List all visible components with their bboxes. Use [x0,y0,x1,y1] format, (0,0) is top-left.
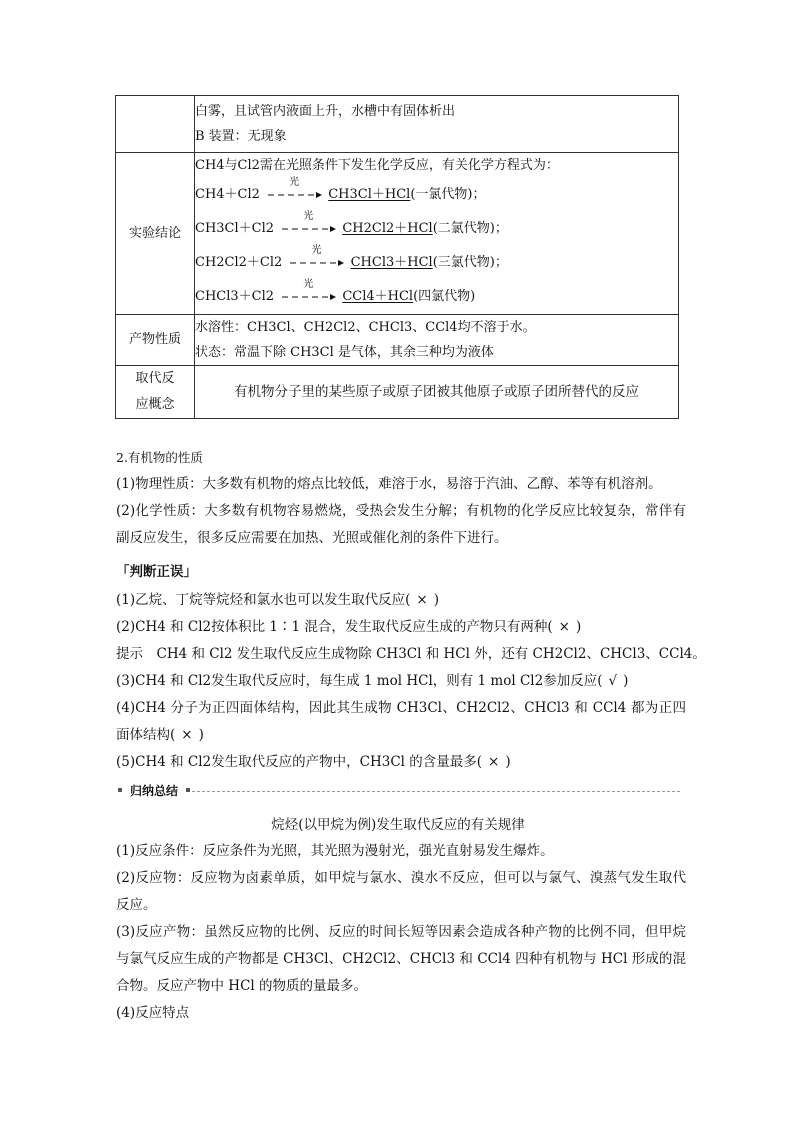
judge-item-text: (5)CH4 和 Cl2发生取代反应的产物中，CH3Cl 的含量最多( [116,754,483,770]
judge-item-text: (2)CH4 和 Cl2按体积比 1∶1 混合，发生取代反应生成的产物只有两种( [116,619,553,635]
judge-hint: 提示 CH4 和 Cl2 发生取代反应生成物除 CH3Cl 和 HCl 外，还有 CH2Cl2、CHCl3、CCl4。 [116,646,706,662]
judge-item-3 [116,668,686,695]
observation-cell [195,96,679,153]
conclusion-cell [195,153,679,315]
judge-mark: √ [608,673,618,689]
condition-label: 光 [289,176,300,188]
observation-line-2: B 装置：无现象 [195,129,287,144]
solubility-line: 水溶性：CH3Cl、CH2Cl2、CHCl3、CCl4均不溶于水。 [195,320,536,335]
reaction-arrow-icon [288,244,344,270]
judge-close: ) [433,592,439,608]
summary-item-1: (1)反应条件：反应条件为光照，其光照为漫射光，强光直射易发生爆炸。 [116,843,554,859]
table-row [116,315,679,366]
equation-2 [195,212,678,246]
bracket-right-icon: 」 [183,564,197,580]
chemical-properties: (2)化学性质：大多数有机物容易燃烧，受热会发生分解；有机物的化学反应比较复杂，常伴有副反应发生，很多反应需要在加热、光照或催化剂的条件下进行。 [116,503,686,546]
judge-mark: × [558,619,570,635]
equation-note: (一氯代物)； [410,187,486,202]
concept-label-line-1: 取代反 [135,371,175,386]
judge-heading [116,560,197,580]
row-label-concept [116,366,195,419]
reaction-arrow-icon [280,278,336,304]
summary-list [116,838,686,1027]
equation-4 [195,280,678,314]
table-row [116,96,679,153]
condition-label: 光 [303,210,314,222]
judge-list [116,587,706,776]
summary-item-4: (4)反应特点 [116,1005,190,1021]
judge-item-2 [116,614,686,641]
experiment-table [115,95,679,419]
state-line: 状态：常温下除 CH3Cl 是气体，其余三种均为液体 [195,345,494,360]
judge-mark: × [181,727,193,743]
summary-bar [116,783,680,799]
concept-cell: 有机物分子里的某些原子或原子团被其他原子或原子团所替代的反应 [195,366,679,419]
equation-note: (四氯代物) [413,289,476,304]
judge-item-1 [116,587,686,614]
summary-title: 烷烃(以甲烷为例)发生取代反应的有关规律 [271,817,525,833]
equation-right: CH3Cl＋HCl [328,187,411,202]
square-icon [118,788,122,792]
equation-right: CH2Cl2＋HCl [342,221,433,236]
equation-1 [195,178,678,212]
summary-divider [192,791,680,792]
properties-cell [195,315,679,366]
equation-note: (三氯代物)； [432,255,508,270]
judge-heading-text: 判断正误 [129,564,184,580]
equation-note: (二氯代物)； [432,221,508,236]
equation-right: CHCl3＋HCl [350,255,433,270]
equation-left: CH2Cl2＋Cl2 [195,255,283,270]
judge-item-text: (3)CH4 和 Cl2发生取代反应时，每生成 1 mol HCl，则有 1 mol Cl2参加反应( [116,673,603,689]
bracket-left-icon: 「 [116,564,130,580]
condition-label: 光 [311,244,322,256]
judge-item-4 [116,695,686,749]
row-label-properties: 产物性质 [116,315,195,366]
observation-line-1: 白雾，且试管内液面上升，水槽中有固体析出 [195,104,456,119]
judge-close: ) [623,673,629,689]
reaction-arrow-icon [266,176,322,202]
section-2 [116,444,686,552]
judge-item-text: (4)CH4 分子为正四面体结构，因此其生成物 CH3Cl、CH2Cl2、CHCl3 和 CCl4 都为正四面体结构( [116,700,686,743]
equation-left: CH4＋Cl2 [195,187,260,202]
judge-close: ) [575,619,582,635]
conclusion-intro: CH4与Cl2需在光照条件下发生化学反应，有关化学方程式为： [195,158,559,173]
judge-close: ) [198,727,204,743]
table-row [116,153,679,315]
judge-mark: × [416,592,428,608]
summary-label: 归纳总结 [130,784,179,798]
judge-item-text: (1)乙烷、丁烷等烷烃和氯水也可以发生取代反应( [116,592,411,608]
equation-right: CCl4＋HCl [342,289,414,304]
reaction-arrow-icon [280,210,336,236]
judge-mark: × [488,754,500,770]
concept-label-line-2: 应概念 [135,397,175,412]
equation-3 [195,246,678,280]
square-icon [186,788,190,792]
judge-close: ) [505,754,511,770]
row-label-conclusion: 实验结论 [116,153,195,315]
table-row [116,366,679,419]
equation-left: CHCl3＋Cl2 [195,289,275,304]
physical-properties: (1)物理性质：大多数有机物的熔点比较低，难溶于水，易溶于汽油、乙醇、苯等有机溶剂。 [116,476,662,492]
judge-item-5 [116,749,686,776]
summary-item-2: (2)反应物：反应物为卤素单质，如甲烷与氯水、溴水不反应，但可以与氯气、溴蒸气发生取代反应。 [116,870,686,913]
section-2-title: 2.有机物的性质 [116,450,203,465]
summary-item-3: (3)反应产物：虽然反应物的比例、反应的时间长短等因素会造成各种产物的比例不同，但甲烷与氯气反应生成的产物都是 CH3Cl、CH2Cl2、CHCl3 和 CCl4 四种有机物与 HCl 形成的混合物。反应产物中 HCl 的物质的量最多。 [116,924,686,994]
equation-left: CH3Cl＋Cl2 [195,221,275,236]
row-label-empty [116,96,195,153]
condition-label: 光 [303,278,314,290]
